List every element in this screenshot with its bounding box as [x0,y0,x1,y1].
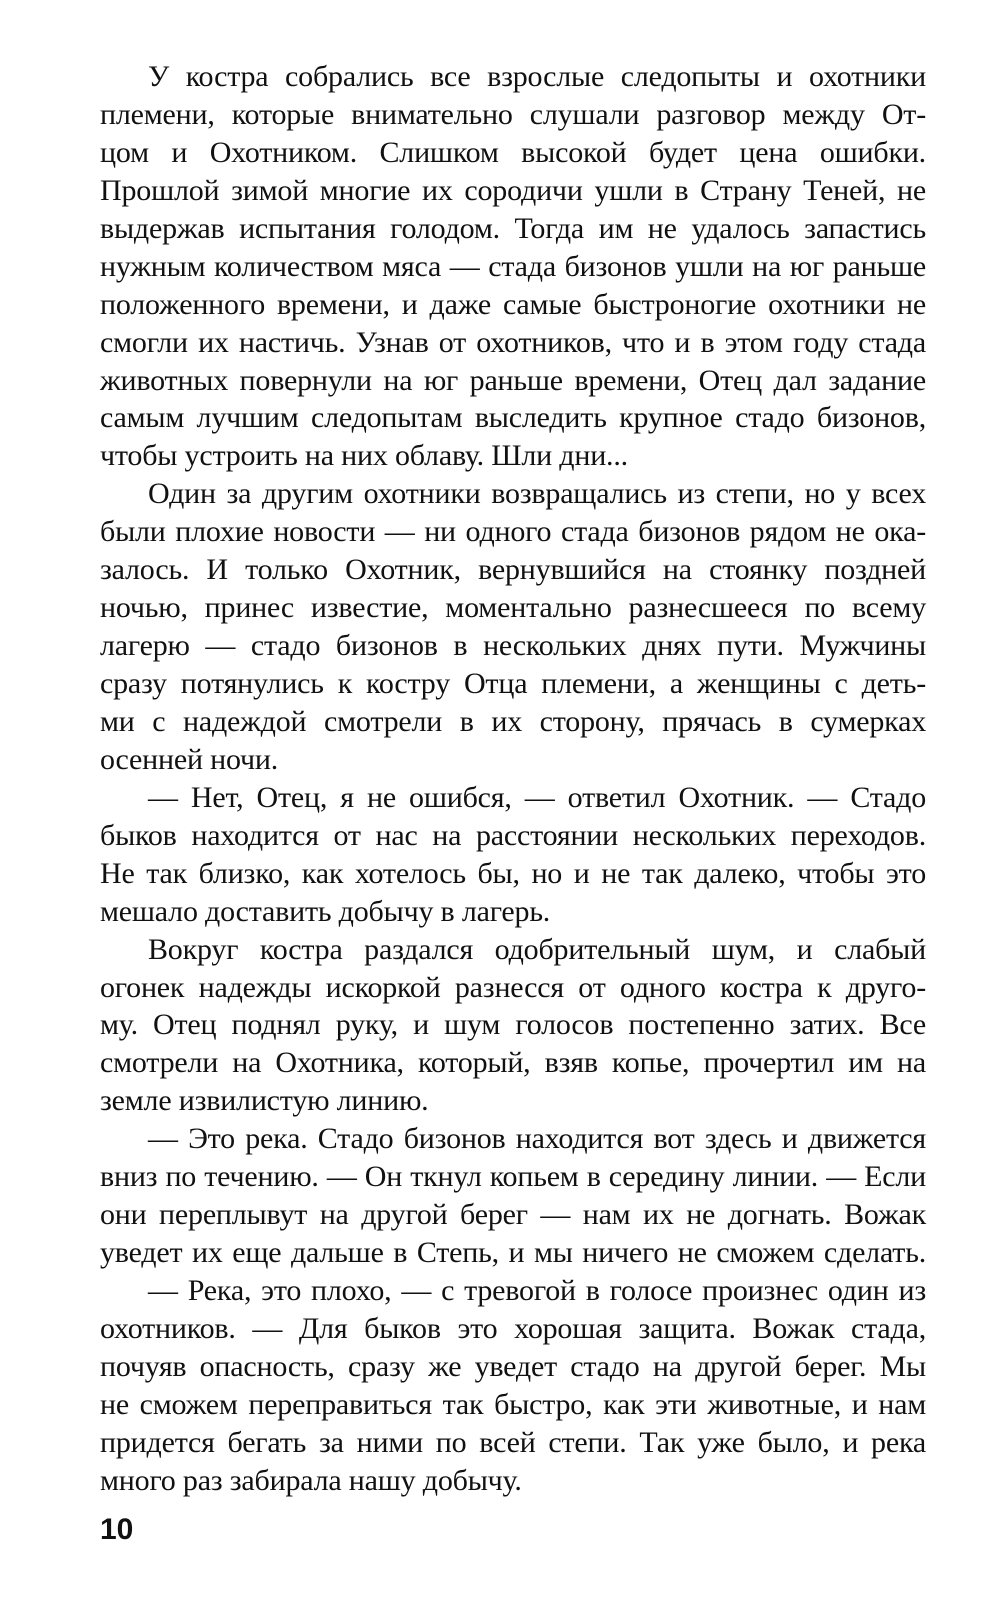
text-line: не сможем переправиться так быстро, как эти животные, и нам [100,1387,926,1421]
text-line: были плохие новости — ни одного стада бизонов рядом не ока- [100,515,926,549]
text-line: много раз забирала нашу добычу. [100,1463,522,1497]
text-line: У костра собрались все взрослые следопыты и охотники [148,60,926,93]
text-line: вниз по течению. — Он ткнул копьем в середину линии. — Если [100,1160,926,1194]
text-line: осенней ночи. [100,742,279,776]
text-line: придется бегать за ними по всей степи. Так уже было, и река [100,1425,926,1459]
text-line: нужным количеством мяса — стада бизонов ушли на юг раньше [100,249,926,283]
text-line: Прошлой зимой многие их сородичи ушли в Страну Теней, не [100,173,926,207]
page-number: 10 [100,1513,134,1546]
text-line: сразу потянулись к костру Отца племени, а женщины с деть- [100,667,926,700]
text-line: ми с надеждой смотрели в их сторону, прячась в сумерках [100,704,926,738]
text-line: му. Отец поднял руку, и шум голосов постепенно затих. Все [100,1008,926,1042]
text-line: Вокруг костра раздался одобрительный шум, и слабый [148,932,926,966]
text-line: мешало доставить добычу в лагерь. [100,894,551,928]
text-line: почуяв опасность, сразу же уведет стадо на другой берег. Мы [100,1349,926,1383]
text-line: земле извилистую линию. [100,1084,429,1118]
text-line: самым лучшим следопытам выследить крупное стадо бизонов, [100,401,926,435]
text-line: цом и Охотником. Слишком высокой будет цена ошибки. [100,135,926,169]
text-line: выдержав испытания голодом. Тогда им не удалось запастись [100,211,926,245]
text-line: огонек надежды искоркой разнесся от одного костра к друго- [100,970,926,1004]
text-line: уведет их еще дальше в Степь, и мы ничего не сможем сделать. [100,1236,926,1270]
text-line: охотников. — Для быков это хорошая защита. Вожак стада, [100,1311,926,1345]
text-line: животных повернули на юг раньше времени, Отец дал задание [100,363,926,397]
text-line: лагерю — стадо бизонов в нескольких днях пути. Мужчины [100,629,926,663]
text-line: — Река, это плохо, — с тревогой в голосе произнес один из [148,1274,926,1307]
text-line: положенного времени, и даже самые быстроногие охотники не [100,287,926,321]
text-line: они переплывут на другой берег — нам их не догнать. Вожак [100,1198,926,1232]
text-line: залось. И только Охотник, вернувшийся на стоянку поздней [100,553,926,587]
text-line: ночью, принес известие, моментально разнесшееся по всему [100,591,926,625]
text-line: быков находится от нас на расстоянии нескольких переходов. [100,818,926,852]
body-text [100,58,926,1500]
text-line: смотрели на Охотника, который, взяв копье, прочертил им на [100,1046,926,1080]
text-line: — Нет, Отец, я не ошибся, — ответил Охотник. — Стадо [148,780,926,814]
text-line: Не так близко, как хотелось бы, но и не так далеко, чтобы это [100,856,926,890]
text-line: — Это река. Стадо бизонов находится вот здесь и движется [148,1122,926,1156]
text-line: племени, которые внимательно слушали разговор между От- [100,97,926,131]
text-line: Один за другим охотники возвращались из степи, но у всех [148,477,926,511]
text-line: смогли их настичь. Узнав от охотников, что и в этом году стада [100,325,926,359]
text-line: чтобы устроить на них облаву. Шли дни... [100,439,628,473]
